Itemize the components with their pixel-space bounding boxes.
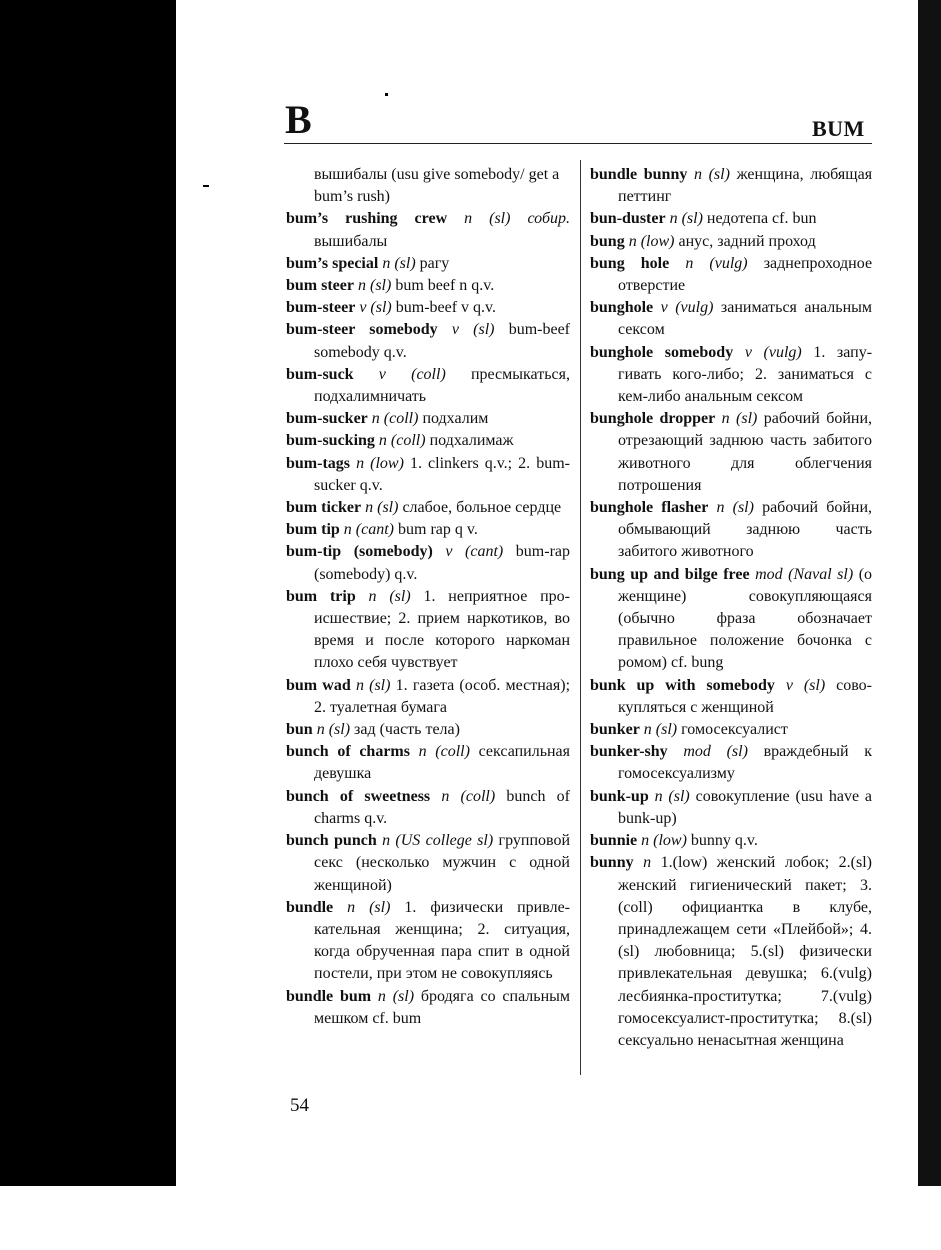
entry-definition: слабое, больное сердце bbox=[402, 499, 562, 517]
entry-headword: bum ticker bbox=[286, 499, 362, 517]
entry-headword: bunch of sweetness bbox=[286, 787, 431, 805]
entry-definition: bum rap q v. bbox=[398, 521, 478, 539]
entry-definition: bunch of charms q.v. bbox=[314, 787, 571, 827]
entry-headword: bunghole dropper bbox=[590, 410, 716, 428]
entry-grammar: n (sl) bbox=[716, 499, 754, 517]
header-rule bbox=[284, 143, 872, 144]
entry-headword: bum tip bbox=[286, 521, 340, 539]
entry-definition: враждебный к гомосексуализму bbox=[618, 743, 873, 783]
entry-definition: 1. запугивать кого-либо; 2. заниматься с кем-либо анальным сексом bbox=[618, 343, 873, 406]
dictionary-entry bbox=[286, 364, 570, 408]
entry-definition: сексапильная девушка bbox=[314, 743, 571, 783]
entry-definition: 1. неприятное происшествие; 2. прием наркотиков, во время и после которого наркоман плохо себя чувствует bbox=[314, 587, 570, 672]
entry-headword: bunker bbox=[590, 721, 640, 739]
entry-definition: женщина, любящая петтинг bbox=[618, 166, 873, 206]
left-entries bbox=[286, 208, 570, 1030]
entry-grammar: n (coll) bbox=[441, 787, 496, 805]
entry-definition: бродяга со спальным мешком cf. bum bbox=[314, 987, 571, 1027]
entry-definition: bum-beef somebody q.v. bbox=[314, 321, 571, 361]
entry-grammar: n (US college sl) bbox=[382, 832, 494, 850]
continuation-text: вышибалы (usu give somebody/ get a bum’s rush) bbox=[314, 166, 560, 206]
entry-grammar: n bbox=[643, 854, 652, 872]
entry-headword: bum-steer bbox=[286, 299, 356, 317]
entry-definition: 1.(low) женский лобок; 2.(sl) женский гигиенический пакет; 3.(coll) официантка в клубе, принадлежащем сети «Плейбой»; 4.(sl) любовница; 5.(sl) физически привлекательная девушка; 6.(vulg) лесбиянка-проститутка; 7.(vulg) гомосексуалист-проститутка; 8.(sl) сексуально ненасытная женщина bbox=[618, 854, 872, 1049]
entry-definition: рабочий бойни, отрезающий заднюю часть забитого животного для облегчения потрошения bbox=[618, 410, 873, 494]
entry-definition: гомосексуалист bbox=[681, 721, 788, 739]
entry-headword: bunker-shy bbox=[590, 743, 668, 761]
entry-definition: заднепроходное отверстие bbox=[618, 254, 873, 295]
entry-headword: bum-tip (somebody) bbox=[286, 543, 433, 561]
entry-definition: bunny q.v. bbox=[690, 832, 758, 850]
scan-speck bbox=[385, 93, 388, 96]
entry-definition: bum beef n q.v. bbox=[395, 277, 495, 295]
scan-speck bbox=[203, 185, 209, 187]
scan-top-edge bbox=[176, 0, 918, 6]
entry-definition: зад (часть тела) bbox=[354, 721, 460, 739]
dictionary-entry bbox=[590, 497, 872, 564]
dictionary-entry bbox=[286, 741, 570, 785]
entry-headword: bung hole bbox=[590, 254, 670, 272]
section-letter: B bbox=[285, 97, 312, 142]
entry-definition: подхалим bbox=[422, 410, 489, 428]
entry-definition: совокупляться с женщиной bbox=[618, 676, 872, 716]
dictionary-entry bbox=[590, 408, 872, 497]
entry-grammar: n (coll) bbox=[418, 743, 470, 761]
entry-headword: bunghole bbox=[590, 299, 654, 317]
entry-grammar: n (sl) bbox=[721, 410, 758, 428]
entry-headword: bunnie bbox=[590, 832, 638, 850]
dictionary-entry bbox=[286, 408, 570, 430]
entry-grammar: n (low) bbox=[356, 454, 404, 472]
entry-headword: bunny bbox=[590, 854, 634, 872]
entry-definition: рагу bbox=[419, 254, 450, 272]
entry-grammar: n (sl) bbox=[643, 721, 678, 739]
dictionary-entry bbox=[286, 675, 570, 719]
dictionary-entry bbox=[590, 297, 872, 341]
dictionary-entry bbox=[590, 852, 872, 1052]
entry-headword: bum’s special bbox=[286, 254, 379, 272]
entry-headword: bum wad bbox=[286, 676, 351, 694]
entry-headword: bum-tags bbox=[286, 454, 351, 472]
dictionary-entry bbox=[286, 986, 570, 1030]
dictionary-entry bbox=[590, 719, 872, 741]
entry-headword: bunghole flasher bbox=[590, 499, 709, 517]
entry-grammar: n (sl) bbox=[365, 499, 399, 517]
entry-headword: bum-suck bbox=[286, 365, 354, 383]
dictionary-entry bbox=[590, 253, 872, 297]
entry-grammar: n (sl) bbox=[347, 898, 391, 916]
entry-grammar: v (sl) bbox=[451, 321, 495, 339]
entry-headword: bunk-up bbox=[590, 787, 649, 805]
entry-grammar: mod (sl) bbox=[683, 743, 748, 761]
entry-grammar: n (sl) bbox=[355, 676, 391, 694]
entry-grammar: n (sl) bbox=[377, 987, 415, 1005]
entry-headword: bung up and bilge free bbox=[590, 565, 750, 583]
entry-headword: bum’s rushing crew bbox=[286, 210, 448, 228]
dictionary-entry bbox=[286, 453, 570, 497]
entry-grammar: n (sl) bbox=[316, 721, 351, 739]
entry-headword: bundle bunny bbox=[590, 166, 688, 183]
entry-grammar: v (coll) bbox=[378, 365, 446, 383]
entry-headword: bunch punch bbox=[286, 832, 377, 850]
entry-headword: bum steer bbox=[286, 277, 354, 295]
dictionary-entry bbox=[286, 208, 570, 252]
entry-grammar: n (sl) bbox=[669, 210, 703, 228]
dictionary-entry bbox=[590, 164, 872, 208]
entry-grammar: n (sl) bbox=[357, 277, 392, 295]
entry-grammar: v (vulg) bbox=[744, 343, 802, 361]
dictionary-entry bbox=[286, 586, 570, 675]
dictionary-entry bbox=[286, 719, 570, 741]
entry-headword: bunghole somebody bbox=[590, 343, 734, 361]
dictionary-entry bbox=[286, 830, 570, 897]
entry-grammar: n (sl) bbox=[654, 787, 690, 805]
running-head: BUM bbox=[812, 116, 865, 141]
entry-grammar: n (sl) bbox=[368, 587, 411, 605]
dictionary-entry bbox=[286, 253, 570, 275]
right-column bbox=[590, 164, 872, 1052]
entry-definition: анус, задний проход bbox=[678, 232, 816, 250]
dictionary-entry bbox=[286, 275, 570, 297]
entry-definition: 1. clinkers q.v.; 2. bum-sucker q.v. bbox=[314, 454, 571, 494]
dictionary-entry bbox=[590, 208, 872, 230]
entry-headword: bum-sucker bbox=[286, 410, 368, 428]
scan-speck bbox=[150, 1180, 153, 1186]
entry-headword: bum trip bbox=[286, 587, 356, 605]
scan-right-edge bbox=[918, 0, 941, 1186]
entry-definition: групповой секс (несколько мужчин с одной женщиной) bbox=[314, 832, 571, 894]
entry-definition: подхалимаж bbox=[429, 432, 514, 450]
entry-headword: bundle bbox=[286, 898, 334, 916]
entry-definition: вышибалы bbox=[314, 232, 388, 250]
dictionary-entry bbox=[590, 741, 872, 785]
column-divider bbox=[580, 160, 581, 1075]
entry-definition: рабочий бойни, обмывающий заднюю часть забитого животного bbox=[618, 499, 873, 561]
entry-definition: недотепа cf. bun bbox=[706, 210, 817, 228]
entry-grammar: n (low) bbox=[641, 832, 687, 850]
entry-grammar: n (sl) bbox=[693, 166, 730, 183]
entry-headword: bunch of charms bbox=[286, 743, 410, 761]
dictionary-entry bbox=[286, 430, 570, 452]
entry-definition: 1. физически привлекательная женщина; 2. ситуация, когда обрученная пара спит в одной постели, при этом не совокупляясь bbox=[314, 898, 570, 983]
page-number: 54 bbox=[290, 1095, 309, 1116]
entry-grammar: n (cant) bbox=[343, 521, 394, 539]
entry-headword: bung bbox=[590, 232, 625, 250]
dictionary-entry bbox=[286, 297, 570, 319]
entry-definition: заниматься анальным сексом bbox=[618, 299, 873, 339]
entry-grammar: n (sl) bbox=[382, 254, 416, 272]
dictionary-entry bbox=[286, 319, 570, 363]
dictionary-entry bbox=[590, 564, 872, 675]
entry-grammar: mod (Naval sl) bbox=[755, 565, 854, 583]
dictionary-entry bbox=[286, 519, 570, 541]
entry-grammar: n (low) bbox=[628, 232, 675, 250]
entry-grammar: v (sl) bbox=[359, 299, 392, 317]
dictionary-entry bbox=[590, 830, 872, 852]
right-entries bbox=[590, 164, 872, 1052]
dictionary-entry bbox=[590, 675, 872, 719]
left-column bbox=[286, 164, 570, 1030]
entry-headword: bun-duster bbox=[590, 210, 666, 228]
entry-headword: bundle bum bbox=[286, 987, 372, 1005]
entry-grammar: v (vulg) bbox=[660, 299, 714, 317]
entry-definition: пресмыкаться, подхалимничать bbox=[314, 365, 570, 406]
entry-definition: bum-beef v q.v. bbox=[395, 299, 497, 317]
dictionary-entry bbox=[590, 786, 872, 830]
entry-grammar: n (vulg) bbox=[685, 254, 748, 272]
entry-grammar: v (cant) bbox=[445, 543, 504, 561]
entry-definition: (о женщине) совокупляющаяся (обычно фраза обозначает правильное положение бочонка с ромом) cf. bung bbox=[618, 565, 873, 672]
entry-headword: bunk up with somebody bbox=[590, 676, 775, 694]
entry-grammar: v (sl) bbox=[785, 676, 826, 694]
entry-headword: bum-steer somebody bbox=[286, 321, 438, 339]
entry-headword: bum-sucking bbox=[286, 432, 375, 450]
entry-grammar: n (sl) собир. bbox=[464, 210, 570, 228]
dictionary-entry bbox=[286, 786, 570, 830]
scan-bottom-edge bbox=[0, 1186, 941, 1250]
entry-definition: 1. газета (особ. местная); 2. туалетная бумага bbox=[314, 676, 571, 716]
dictionary-entry bbox=[286, 497, 570, 519]
entry-definition: bum-rap (somebody) q.v. bbox=[314, 543, 570, 583]
dictionary-entry bbox=[590, 231, 872, 253]
entry-grammar: n (coll) bbox=[378, 432, 426, 450]
dictionary-entry bbox=[590, 342, 872, 409]
entry-definition: совокупление (usu have a bunk-up) bbox=[618, 787, 873, 827]
entry-headword: bun bbox=[286, 721, 313, 739]
dictionary-entry bbox=[286, 541, 570, 585]
entry-grammar: n (coll) bbox=[371, 410, 419, 428]
dictionary-entry bbox=[286, 897, 570, 986]
